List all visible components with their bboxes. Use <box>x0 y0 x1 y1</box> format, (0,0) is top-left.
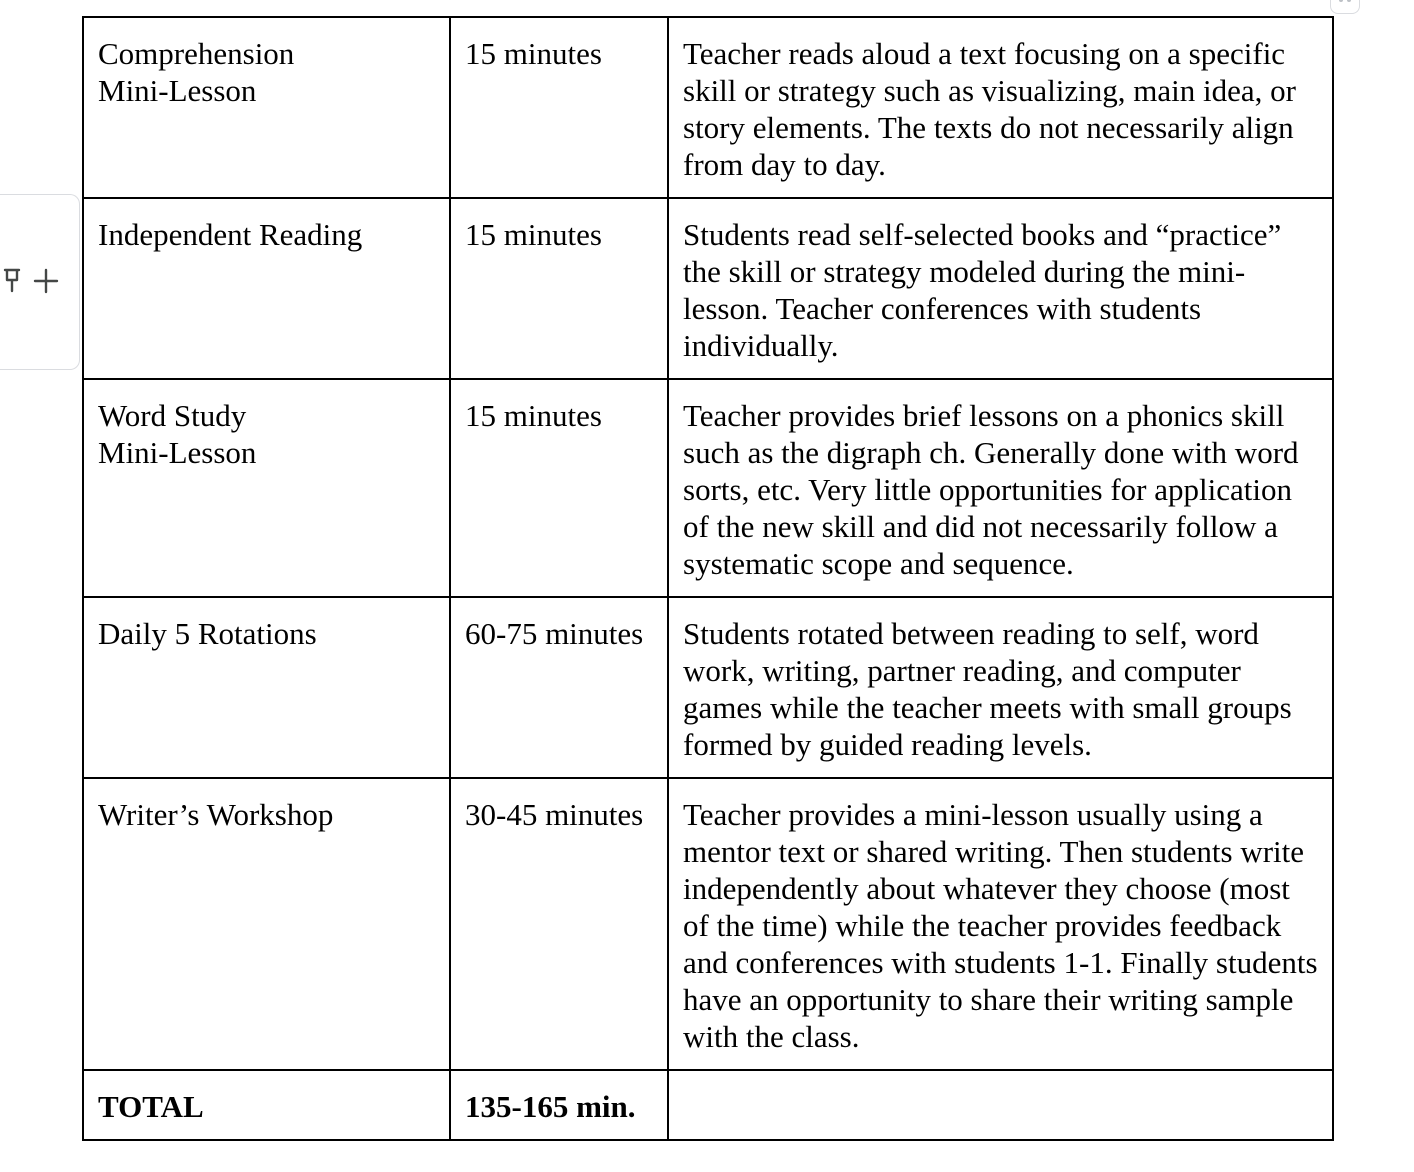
pin-icon[interactable] <box>0 267 24 295</box>
time-cell: 15 minutes <box>450 379 668 597</box>
component-cell: Comprehension Mini-Lesson <box>83 17 450 198</box>
time-cell: 30-45 minutes <box>450 778 668 1070</box>
component-cell: Writer’s Workshop <box>83 778 450 1070</box>
plus-icon[interactable] <box>32 267 60 295</box>
component-cell: Daily 5 Rotations <box>83 597 450 778</box>
table-row <box>83 198 1333 379</box>
component-cell: Independent Reading <box>83 198 450 379</box>
table-row <box>83 379 1333 597</box>
total-description <box>668 1070 1333 1140</box>
table-row <box>83 17 1333 198</box>
drag-handle-icon[interactable] <box>1330 0 1360 14</box>
description-cell: Students rotated between reading to self, word work, writing, partner reading, and computer games while the teacher meets with small groups formed by guided reading levels. <box>668 597 1333 778</box>
total-label: TOTAL <box>83 1070 450 1140</box>
description-cell: Teacher provides brief lessons on a phonics skill such as the digraph ch. Generally done with word sorts, etc. Very little opportunities for application of the new skill and did not necessarily follow a systematic scope and sequence. <box>668 379 1333 597</box>
table-row <box>83 597 1333 778</box>
total-time: 135-165 min. <box>450 1070 668 1140</box>
literacy-block-table <box>82 16 1334 1141</box>
time-cell: 15 minutes <box>450 198 668 379</box>
table-row <box>83 778 1333 1070</box>
component-cell: Word Study Mini-Lesson <box>83 379 450 597</box>
row-action-widget <box>0 194 80 370</box>
description-cell: Teacher provides a mini-lesson usually using a mentor text or shared writing. Then students write independently about whatever they choose (most of the time) while the teacher provides feedback and conferences with students 1-1. Finally students have an opportunity to share their writing sample with the class. <box>668 778 1333 1070</box>
description-cell: Teacher reads aloud a text focusing on a specific skill or strategy such as visualizing, main idea, or story elements. The texts do not necessarily align from day to day. <box>668 17 1333 198</box>
time-cell: 15 minutes <box>450 17 668 198</box>
time-cell: 60-75 minutes <box>450 597 668 778</box>
description-cell: Students read self-selected books and “practice” the skill or strategy modeled during the mini-lesson. Teacher conferences with students individually. <box>668 198 1333 379</box>
total-row <box>83 1070 1333 1140</box>
